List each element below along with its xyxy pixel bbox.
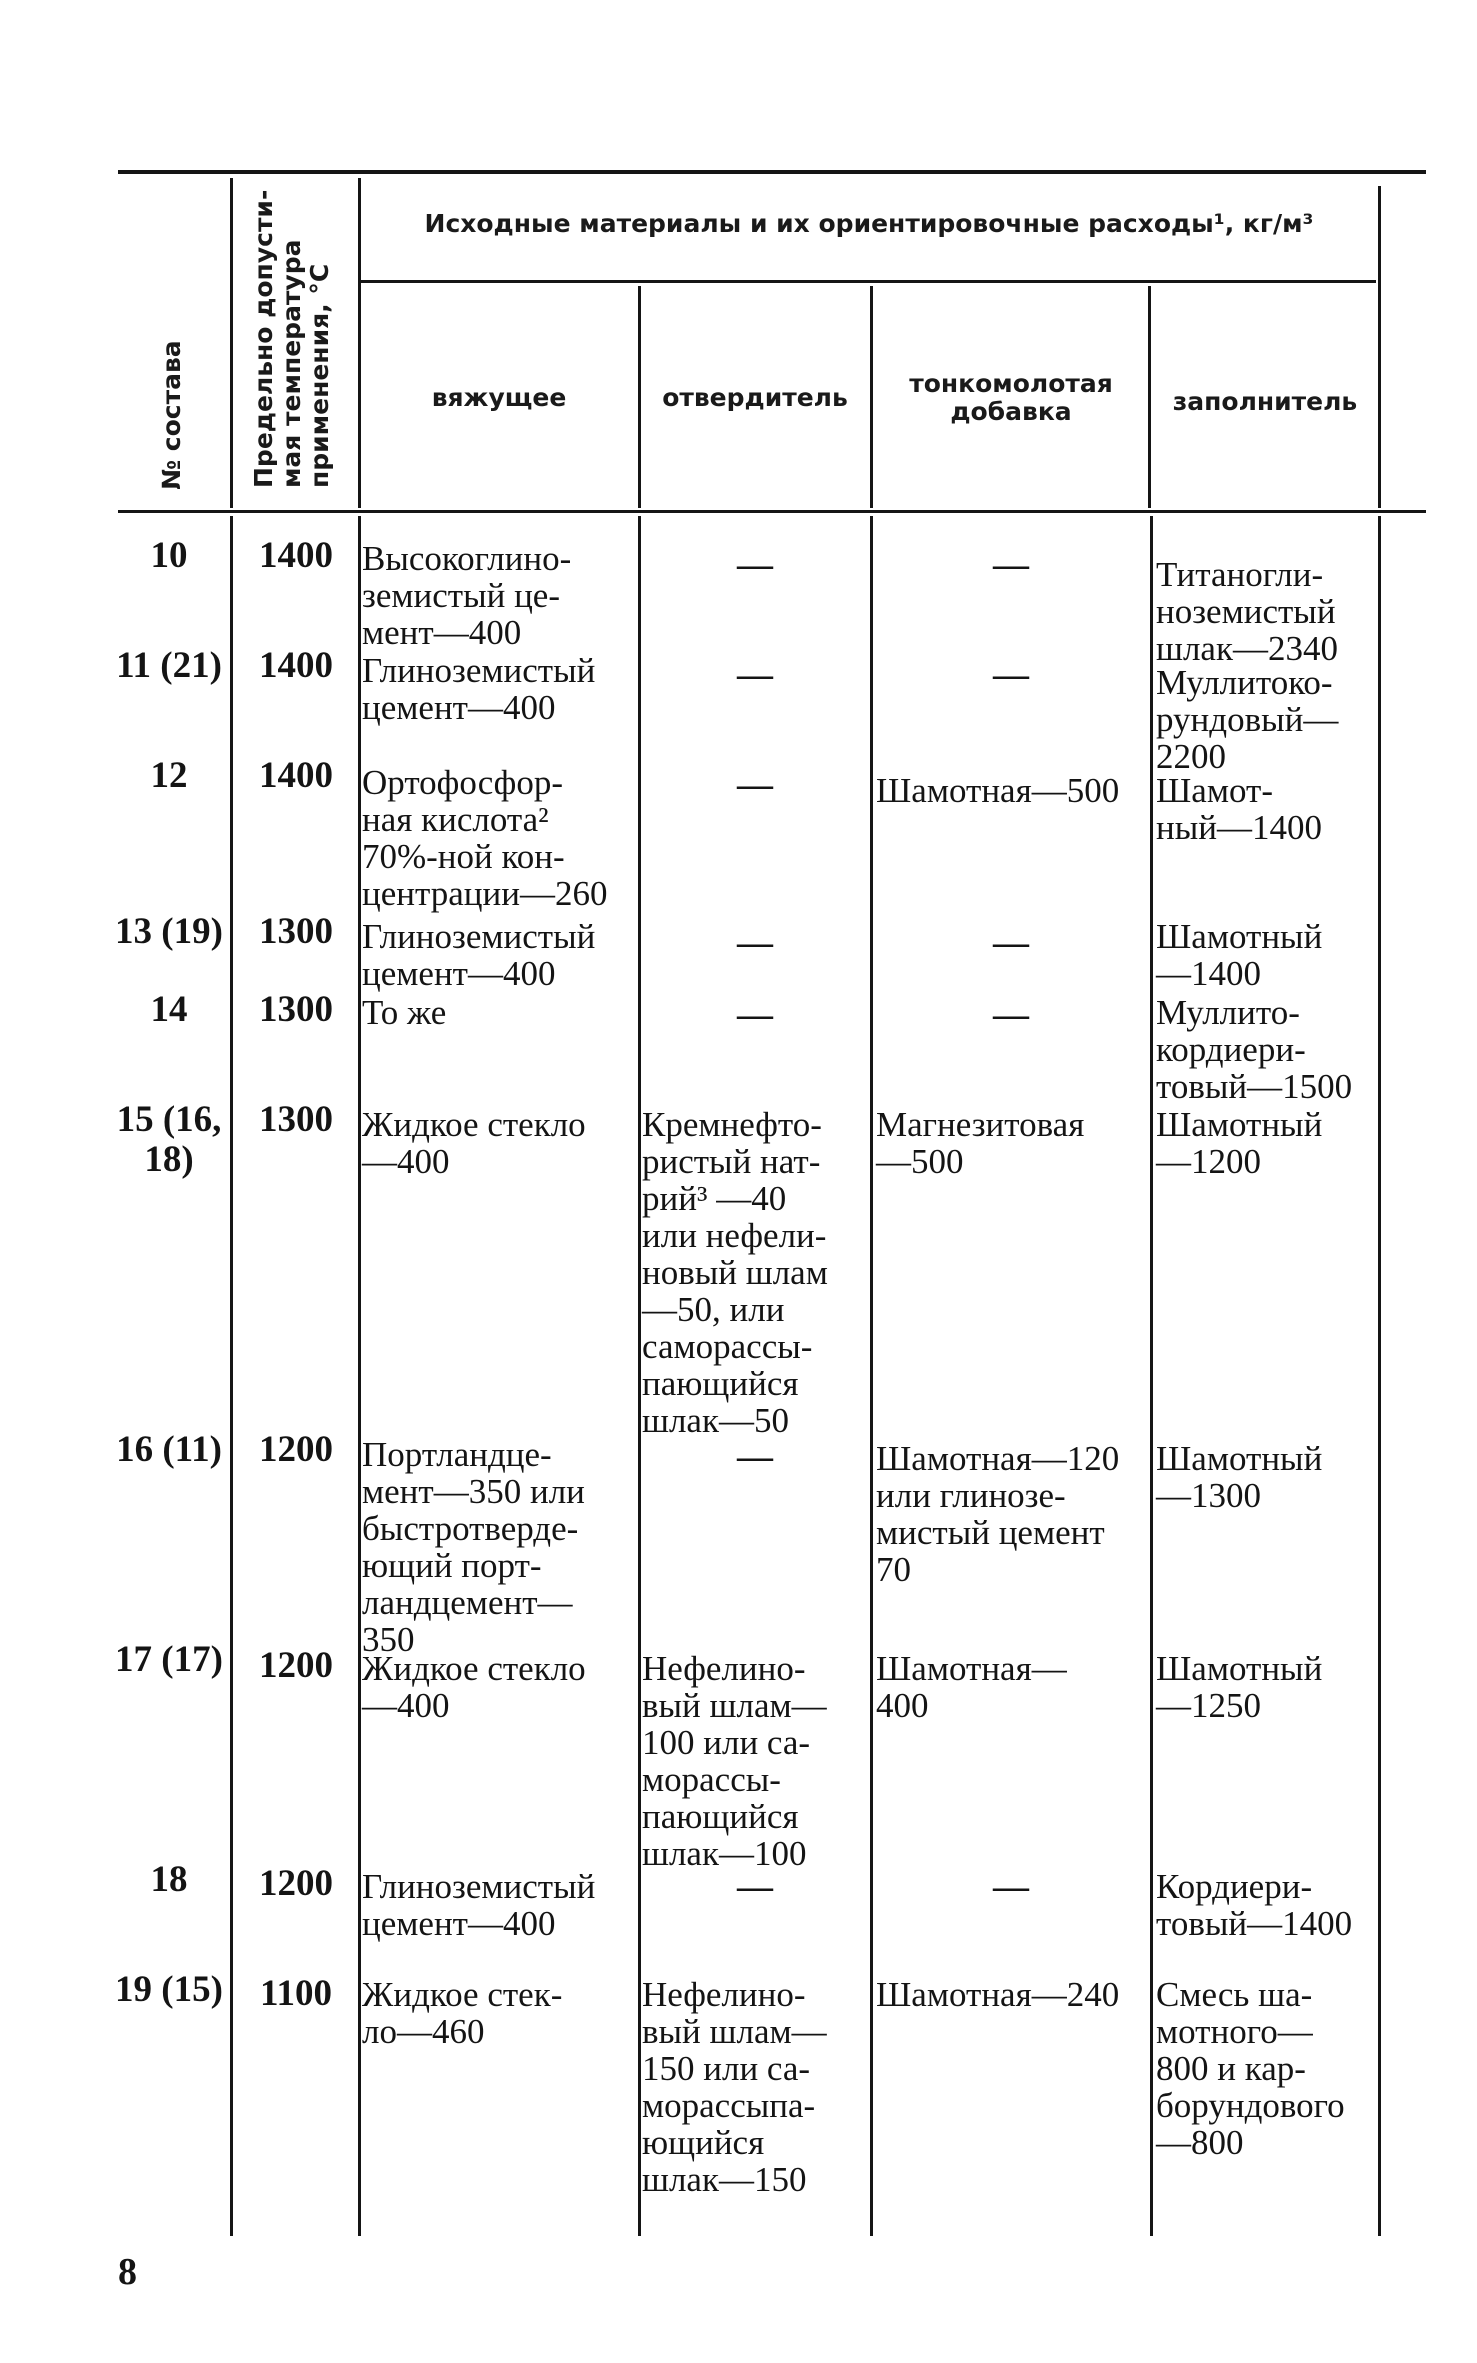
row-hardener: Нефелино- вый шлам— 100 или са- морассы- пающийся шлак—100 <box>642 1649 827 1873</box>
row-temperature: 1300 <box>259 1099 333 1140</box>
header-additive: тонкомолотая добавка <box>909 369 1113 426</box>
page-number: 8 <box>118 2251 137 2293</box>
row-temperature: 1400 <box>259 755 333 796</box>
row-temperature: 1100 <box>260 1973 332 2014</box>
row-temperature: 1200 <box>259 1645 333 1686</box>
materials-title-rule <box>360 280 1376 283</box>
body-vline-2 <box>358 516 361 2236</box>
row-additive: — <box>993 654 1029 694</box>
header-hardener: отвердитель <box>662 383 848 412</box>
header-vline-4 <box>870 286 873 508</box>
row-hardener: — <box>737 544 773 584</box>
row-additive: — <box>993 922 1029 962</box>
row-filler: Шамотный —1200 <box>1156 1105 1323 1181</box>
table-top-rule <box>118 170 1426 174</box>
row-binder: Глиноземистый цемент—400 <box>362 1867 596 1943</box>
row-number: 13 (19) <box>115 911 223 952</box>
row-filler: Кордиери- товый—1400 <box>1156 1867 1353 1943</box>
header-vline-3 <box>638 286 641 508</box>
row-number: 11 (21) <box>116 645 222 686</box>
row-filler: Шамотный —1300 <box>1156 1439 1323 1515</box>
row-filler: Титаногли- ноземистый шлак—2340 <box>1156 555 1338 668</box>
row-binder: Портландце- мент—350 или быстротверде- ющий порт- ландцемент— 350 <box>362 1435 585 1659</box>
row-additive: Магнезитовая —500 <box>876 1105 1085 1181</box>
row-hardener: — <box>737 654 773 694</box>
header-bottom-rule <box>118 510 1426 513</box>
header-vline-5 <box>1148 286 1151 508</box>
header-vline-6 <box>1378 186 1381 508</box>
row-number: 17 (17) <box>115 1639 223 1680</box>
row-filler: Шамотный —1250 <box>1156 1649 1323 1725</box>
row-number: 15 (16, 18) <box>116 1099 222 1180</box>
row-temperature: 1200 <box>259 1863 333 1904</box>
row-hardener: — <box>737 1866 773 1906</box>
row-temperature: 1400 <box>259 645 333 686</box>
row-additive: Шамотная—120 или глинозе- мистый цемент 70 <box>876 1439 1120 1589</box>
row-filler: Муллито- кордиери- товый—1500 <box>1156 993 1353 1106</box>
row-binder: Жидкое стек- ло—460 <box>362 1975 563 2051</box>
header-vline-2 <box>358 178 361 508</box>
row-binder: Ортофосфор- ная кислота² 70%-ной кон- центрации—260 <box>362 763 608 913</box>
row-number: 16 (11) <box>116 1429 222 1470</box>
body-vline-5 <box>1150 516 1153 2236</box>
row-additive: — <box>993 1866 1029 1906</box>
row-number: 18 <box>150 1859 188 1900</box>
body-vline-6 <box>1378 516 1381 2236</box>
row-number: 14 <box>150 989 188 1030</box>
row-binder: То же <box>362 993 447 1032</box>
row-temperature: 1300 <box>259 989 333 1030</box>
row-additive: Шамотная—500 <box>876 771 1120 810</box>
header-temperature-line-2: мая температура <box>277 239 306 488</box>
row-number: 19 (15) <box>115 1969 223 2010</box>
row-hardener: — <box>737 764 773 804</box>
row-hardener: Кремнефто- ристый нат- рий³ —40 или нефели- новый шлам —50, или саморассы- пающийся шлак—50 <box>642 1105 828 1440</box>
row-filler: Смесь ша- мотного— 800 и кар- борундового —800 <box>1156 1975 1345 2162</box>
row-hardener: — <box>737 1436 773 1476</box>
row-hardener: — <box>737 994 773 1034</box>
header-filler: заполнитель <box>1172 387 1358 416</box>
row-temperature: 1300 <box>259 911 333 952</box>
row-additive: Шамотная—240 <box>876 1975 1120 2014</box>
row-filler: Шамотный —1400 <box>1156 917 1323 993</box>
row-hardener: Нефелино- вый шлам— 150 или са- морассыпа- ющийся шлак—150 <box>642 1975 827 2199</box>
header-materials-title: Исходные материалы и их ориентировочные расходы¹, кг/м³ <box>424 209 1314 238</box>
header-binder: вяжущее <box>431 383 567 412</box>
row-filler: Шамот- ный—1400 <box>1156 771 1322 847</box>
header-temperature-line-1: Предельно допусти- <box>249 189 278 488</box>
row-binder: Глиноземистый цемент—400 <box>362 917 596 993</box>
row-binder: Жидкое стекло —400 <box>362 1649 586 1725</box>
row-number: 10 <box>150 535 188 576</box>
header-vline-1 <box>230 178 233 508</box>
row-hardener: — <box>737 922 773 962</box>
row-additive: Шамотная— 400 <box>876 1649 1067 1725</box>
row-binder: Глиноземистый цемент—400 <box>362 651 596 727</box>
row-temperature: 1200 <box>259 1429 333 1470</box>
body-vline-4 <box>870 516 873 2236</box>
row-temperature: 1400 <box>259 535 333 576</box>
header-temperature <box>250 190 334 488</box>
row-number: 12 <box>150 755 188 796</box>
body-vline-3 <box>638 516 641 2236</box>
header-composition-number: № состава <box>157 340 186 490</box>
row-binder: Высокоглино- земистый це- мент—400 <box>362 539 572 652</box>
row-binder: Жидкое стекло —400 <box>362 1105 586 1181</box>
row-additive: — <box>993 544 1029 584</box>
row-filler: Муллитоко- рундовый— 2200 <box>1156 663 1339 776</box>
row-additive: — <box>993 994 1029 1034</box>
header-temperature-line-3: применения, °С <box>305 263 334 488</box>
body-vline-1 <box>230 516 233 2236</box>
